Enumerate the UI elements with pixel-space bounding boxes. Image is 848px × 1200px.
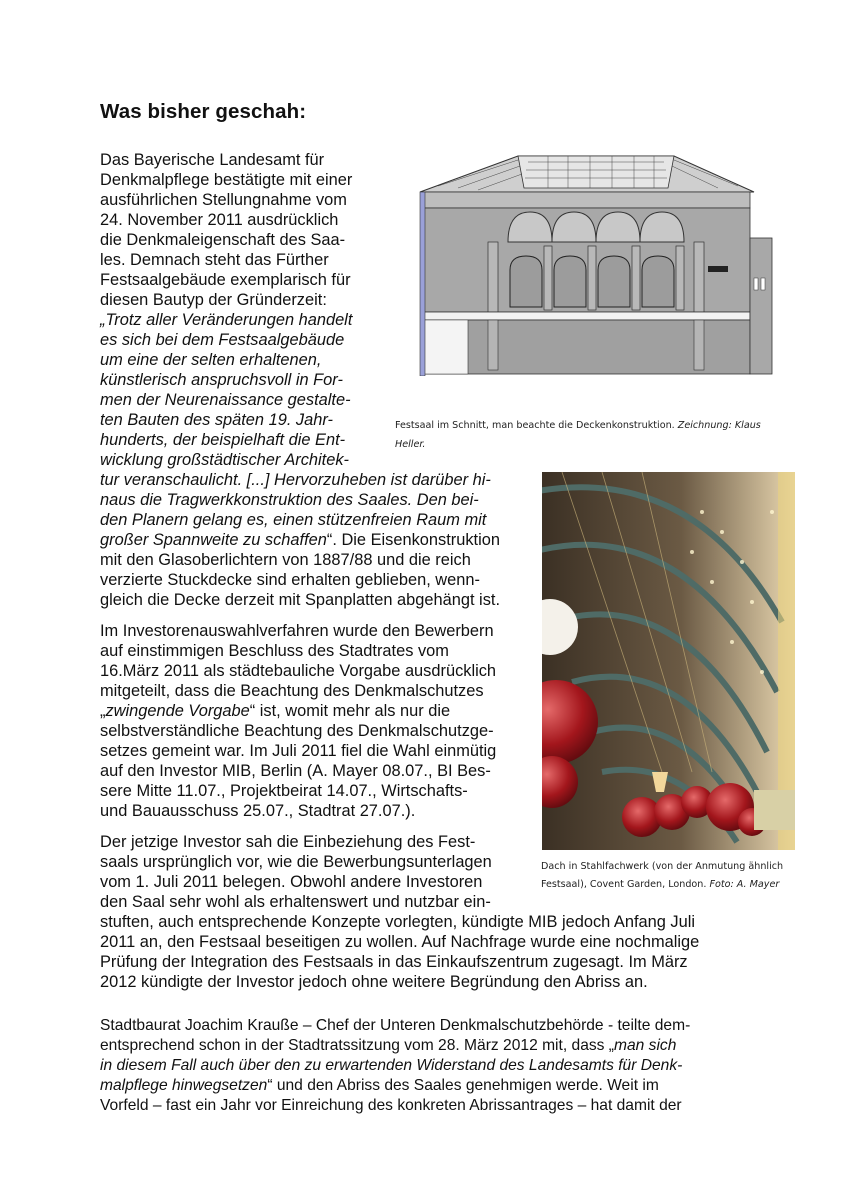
italic-text-run: naus die Tragwerkkonstruktion des Saales. Den bei- — [100, 491, 479, 509]
text-run: saals ursprünglich vor, wie die Bewerbungsunterlagen — [100, 853, 492, 871]
festsaal-section-drawing — [418, 152, 774, 376]
text-line — [100, 1036, 690, 1056]
text-line — [100, 761, 496, 781]
italic-text-run: es sich bei dem Festsaalgebäude — [100, 331, 345, 349]
figure-1-caption-text: Festsaal im Schnitt, man beachte die Deckenkonstruktion. — [395, 420, 678, 431]
text-line — [100, 912, 699, 932]
italic-text-run: den Planern gelang es, einen stützenfreien Raum mit — [100, 511, 487, 529]
text-line — [100, 1096, 690, 1116]
text-run: Denkmalpflege bestätigte mit einer — [100, 171, 353, 189]
text-line — [100, 490, 500, 510]
text-run: Im Investorenauswahlverfahren wurde den Bewerbern — [100, 622, 494, 640]
figure-1-credit: Zeichnung: Klaus — [677, 420, 761, 431]
text-line — [100, 390, 500, 410]
text-run: ausführlichen Stellungnahme vom — [100, 191, 347, 209]
italic-text-run: wicklung großstädtischer Architek- — [100, 451, 349, 469]
text-line — [100, 952, 699, 972]
text-run: 16.März 2011 als städtebauliche Vorgabe ausdrücklich — [100, 662, 497, 680]
text-run: verzierte Stuckdecke sind erhalten geblieben, wenn- — [100, 571, 480, 589]
text-run: vom 1. Juli 2011 belegen. Obwohl andere Investoren — [100, 873, 483, 891]
covent-garden-roof-photo — [542, 472, 795, 850]
text-run: 2012 kündigte der Investor jedoch ohne weitere Begründung den Abriss an. — [100, 973, 648, 991]
text-line — [100, 1016, 690, 1036]
text-run: Prüfung der Integration des Festsaals in das Einkaufszentrum zugesagt. Im März — [100, 953, 688, 971]
paragraph-4 — [100, 1016, 690, 1116]
text-run: 2011 an, den Festsaal beseitigen zu wollen. Auf Nachfrage wurde eine nochmalige — [100, 933, 700, 951]
text-line — [100, 510, 500, 530]
italic-text-run: „Trotz aller Veränderungen handelt — [100, 311, 353, 329]
text-line — [100, 621, 496, 641]
text-run: “. Die Eisenkonstruktion — [326, 531, 500, 549]
figure-2-caption — [541, 858, 783, 894]
text-line — [100, 470, 500, 490]
text-line — [100, 681, 496, 701]
text-run: “ ist, womit mehr als nur die — [249, 702, 451, 720]
text-line — [100, 1056, 690, 1076]
italic-text-run: tur veranschaulicht. [...] Hervorzuheben ist darüber hi- — [100, 471, 491, 489]
text-run: selbstverständliche Beachtung des Denkmalschutzge- — [100, 722, 494, 740]
text-run: stuften, auch entsprechende Konzepte vorlegten, kündigte MIB jedoch Anfang Juli — [100, 913, 696, 931]
text-line — [100, 661, 496, 681]
italic-text-run: man sich — [614, 1037, 677, 1054]
text-run: gleich die Decke derzeit mit Spanplatten abgehängt ist. — [100, 591, 500, 609]
text-run: Festsaalgebäude exemplarisch für — [100, 271, 351, 289]
text-run: die Denkmaleigenschaft des Saa- — [100, 231, 346, 249]
text-run: diesen Bautyp der Gründerzeit: — [100, 291, 327, 309]
figure-2-caption-line-2: Festsaal), Covent Garden, London. — [541, 879, 710, 890]
text-line — [100, 781, 496, 801]
figure-1-credit-line-2: Heller. — [395, 439, 426, 450]
text-line — [100, 972, 699, 992]
text-run: “ und den Abriss des Saales genehmigen werde. Weit im — [267, 1077, 659, 1094]
italic-text-run: hunderts, der beispielhaft die Ent- — [100, 431, 346, 449]
text-run: Stadtbaurat Joachim Krauße – Chef der Unteren Denkmalschutzbehörde - teilte dem- — [100, 1017, 691, 1034]
text-line — [100, 1076, 690, 1096]
italic-text-run: in diesem Fall auch über den zu erwartenden Widerstand des Landesamts für Denk- — [100, 1057, 683, 1074]
figure-1-caption — [395, 416, 761, 454]
text-run: mitgeteilt, dass die Beachtung des Denkmalschutzes — [100, 682, 484, 700]
text-line — [100, 721, 496, 741]
text-run: auf einstimmigen Beschluss des Stadtrates vom — [100, 642, 449, 660]
paragraph-2 — [100, 621, 496, 821]
text-line — [100, 570, 500, 590]
italic-text-run: malpflege hinwegsetzen — [100, 1077, 268, 1094]
figure-2-caption-line-1: Dach in Stahlfachwerk (von der Anmutung ähnlich — [541, 861, 784, 872]
text-run: Vorfeld – fast ein Jahr vor Einreichung des konkreten Abrissantrages – hat damit der — [100, 1097, 682, 1114]
text-run: sere Mitte 11.07., Projektbeirat 14.07., Wirtschafts- — [100, 782, 468, 800]
text-run: mit den Glasoberlichtern von 1887/88 und die reich — [100, 551, 471, 569]
text-line — [100, 741, 496, 761]
italic-text-run: um eine der selten erhaltenen, — [100, 351, 322, 369]
italic-text-run: großer Spannweite zu schaffen — [100, 531, 327, 549]
text-run: setzes gemeint war. Im Juli 2011 fiel die Wahl einmütig — [100, 742, 497, 760]
text-run: auf den Investor MIB, Berlin (A. Mayer 08.07., BI Bes- — [100, 762, 491, 780]
text-run: „ — [100, 702, 106, 720]
text-line — [100, 641, 496, 661]
text-line — [100, 550, 500, 570]
text-run: entsprechend schon in der Stadtratssitzung vom 28. März 2012 mit, dass „ — [100, 1037, 614, 1054]
text-line — [100, 801, 496, 821]
italic-text-run: künstlerisch anspruchsvoll in For- — [100, 371, 343, 389]
text-line — [100, 701, 496, 721]
text-run: Der jetzige Investor sah die Einbeziehung des Fest- — [100, 833, 476, 851]
italic-text-run: men der Neurenaissance gestalte- — [100, 391, 351, 409]
text-run: les. Demnach steht das Fürther — [100, 251, 329, 269]
paragraph-3 — [100, 832, 699, 992]
text-run: und Bauausschuss 25.07., Stadtrat 27.07.). — [100, 802, 416, 820]
figure-2-credit: Foto: A. Mayer — [709, 879, 780, 890]
text-run: 24. November 2011 ausdrücklich — [100, 211, 339, 229]
text-run: Das Bayerische Landesamt für — [100, 151, 325, 169]
text-line — [100, 892, 699, 912]
text-line — [100, 932, 699, 952]
text-line — [100, 590, 500, 610]
page-title: Was bisher geschah: — [100, 100, 307, 123]
text-line — [100, 530, 500, 550]
italic-text-run: ten Bauten des späten 19. Jahr- — [100, 411, 333, 429]
italic-text-run: zwingende Vorgabe — [105, 702, 250, 720]
text-run: den Saal sehr wohl als erhaltenswert und nutzbar ein- — [100, 893, 491, 911]
